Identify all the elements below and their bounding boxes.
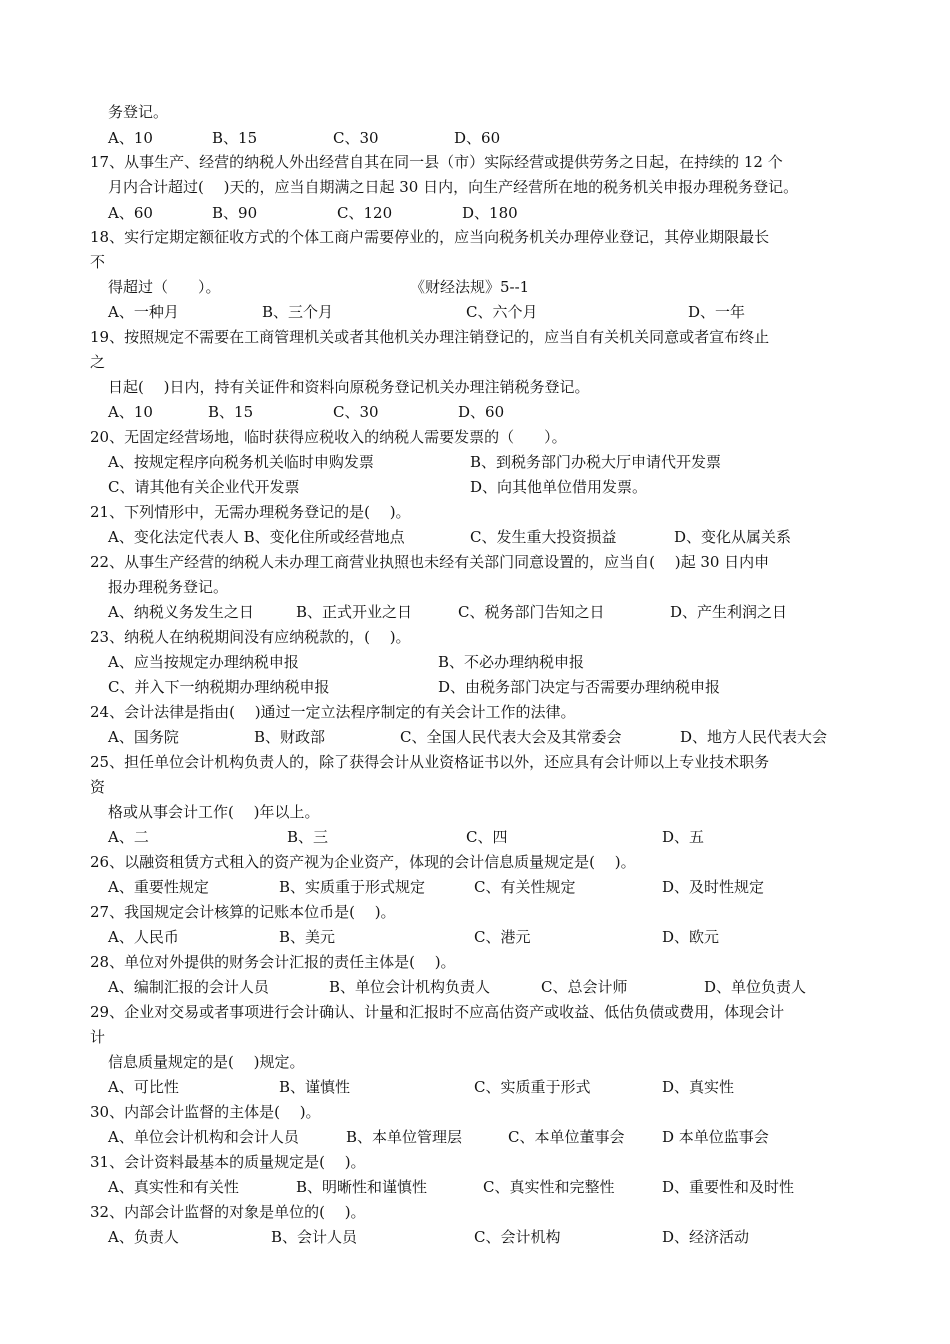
q17-option-d: D、180: [462, 204, 518, 222]
q29-option-c: C、实质重于形式: [474, 1078, 591, 1096]
question-31-text: 31、会计资料最基本的质量规定是( )。: [90, 1153, 366, 1171]
q22-option-b: B、正式开业之日: [296, 603, 413, 621]
q32-option-b: B、会计人员: [271, 1228, 358, 1246]
q18-option-d: D、一年: [688, 303, 746, 321]
q25-option-c: C、四: [466, 828, 508, 846]
q23-option-c: C、并入下一纳税期办理纳税申报: [108, 678, 330, 696]
question-25-text-3: 格或从事会计工作( )年以上。: [108, 803, 320, 821]
q16-option-b: B、15: [212, 129, 258, 147]
q24-option-b: B、财政部: [254, 728, 326, 746]
question-27-text: 27、我国规定会计核算的记账本位币是( )。: [90, 903, 396, 921]
q22-option-c: C、税务部门告知之日: [458, 603, 605, 621]
q28-option-a: A、编制汇报的会计人员: [108, 978, 269, 996]
q17-option-b: B、90: [212, 204, 258, 222]
q28-option-c: C、总会计师: [541, 978, 628, 996]
q26-option-d: D、及时性规定: [662, 878, 765, 896]
question-29-text: 29、企业对交易或者事项进行会计确认、计量和汇报时不应高估资产或收益、低估负债或费用，体现会计: [90, 1003, 785, 1021]
q21-option-d: D、变化从属关系: [674, 528, 792, 546]
question-20-text: 20、无固定经营场地，临时获得应税收入的纳税人需要发票的（ ）。: [90, 428, 567, 446]
question-23-text: 23、纳税人在纳税期间没有应纳税款的，( )。: [90, 628, 411, 646]
q31-option-d: D、重要性和及时性: [662, 1178, 795, 1196]
q19-option-b: B、15: [208, 403, 254, 421]
q30-option-c: C、本单位董事会: [508, 1128, 625, 1146]
question-19-text-2: 之: [90, 353, 106, 371]
question-26-text: 26、以融资租赁方式租入的资产视为企业资产，体现的会计信息质量规定是( )。: [90, 853, 636, 871]
question-18-text-3: 得超过（ ）。: [108, 278, 221, 296]
q19-option-c: C、30: [333, 403, 379, 421]
q22-option-d: D、产生利润之日: [670, 603, 788, 621]
q28-option-d: D、单位负责人: [704, 978, 807, 996]
q29-option-b: B、谨慎性: [279, 1078, 351, 1096]
q24-option-a: A、国务院: [108, 728, 179, 746]
q27-option-a: A、人民币: [108, 928, 179, 946]
question-30-text: 30、内部会计监督的主体是( )。: [90, 1103, 321, 1121]
q22-option-a: A、纳税义务发生之日: [108, 603, 254, 621]
q24-option-c: C、全国人民代表大会及其常委会: [400, 728, 622, 746]
q20-option-c: C、请其他有关企业代开发票: [108, 478, 300, 496]
q16-option-d: D、60: [454, 129, 501, 147]
question-32-text: 32、内部会计监督的对象是单位的( )。: [90, 1203, 366, 1221]
q26-option-b: B、实质重于形式规定: [279, 878, 426, 896]
q31-option-a: A、真实性和有关性: [108, 1178, 239, 1196]
q27-option-d: D、欧元: [662, 928, 720, 946]
question-21-text: 21、下列情形中，无需办理税务登记的是( )。: [90, 503, 411, 521]
q26-option-c: C、有关性规定: [474, 878, 576, 896]
q29-option-d: D、真实性: [662, 1078, 735, 1096]
q19-option-d: D、60: [458, 403, 505, 421]
question-29-text-2: 计: [90, 1028, 106, 1046]
question-18-text-2: 不: [90, 253, 106, 271]
q18-option-b: B、三个月: [262, 303, 334, 321]
question-17-text-2: 月内合计超过( )天的，应当自期满之日起 30 日内，向生产经营所在地的税务机关申报办理税务登记。: [108, 178, 799, 196]
question-19-text: 19、按照规定不需要在工商管理机关或者其他机关办理注销登记的，应当自有关机关同意或者宣布终止: [90, 328, 770, 346]
q25-option-d: D、五: [662, 828, 705, 846]
q32-option-a: A、负责人: [108, 1228, 179, 1246]
q16-option-c: C、30: [333, 129, 379, 147]
q23-option-d: D、由税务部门决定与否需要办理纳税申报: [438, 678, 721, 696]
q32-option-c: C、会计机构: [474, 1228, 561, 1246]
source-note: 《财经法规》5--1: [410, 278, 530, 296]
q21-option-c: C、发生重大投资损益: [470, 528, 617, 546]
q25-option-a: A、二: [108, 828, 149, 846]
question-19-text-3: 日起( )日内，持有关证件和资料向原税务登记机关办理注销税务登记。: [108, 378, 590, 396]
question-24-text: 24、会计法律是指由( )通过一定立法程序制定的有关会计工作的法律。: [90, 703, 576, 721]
q20-option-d: D、向其他单位借用发票。: [470, 478, 648, 496]
q30-option-d: D 本单位监事会: [662, 1128, 769, 1146]
question-25-text: 25、担任单位会计机构负责人的，除了获得会计从业资格证书以外，还应具有会计师以上专业技术职务: [90, 753, 770, 771]
q26-option-a: A、重要性规定: [108, 878, 209, 896]
q28-option-b: B、单位会计机构负责人: [329, 978, 491, 996]
question-22-text-2: 报办理税务登记。: [108, 578, 229, 596]
q27-option-b: B、美元: [279, 928, 336, 946]
q27-option-c: C、港元: [474, 928, 531, 946]
q20-option-b: B、到税务部门办税大厅申请代开发票: [470, 453, 722, 471]
question-28-text: 28、单位对外提供的财务会计汇报的责任主体是( )。: [90, 953, 456, 971]
question-16-continuation: 务登记。: [108, 103, 169, 121]
q32-option-d: D、经济活动: [662, 1228, 750, 1246]
q24-option-d: D、地方人民代表大会: [680, 728, 828, 746]
q29-option-a: A、可比性: [108, 1078, 179, 1096]
question-18-text: 18、实行定期定额征收方式的个体工商户需要停业的，应当向税务机关办理停业登记，其停业期限最长: [90, 228, 770, 246]
q16-option-a: A、10: [108, 129, 153, 147]
question-22-text: 22、从事生产经营的纳税人未办理工商营业执照也未经有关部门同意设置的，应当自( )起 30 日内申: [90, 553, 770, 571]
q18-option-c: C、六个月: [466, 303, 538, 321]
question-17-text: 17、从事生产、经营的纳税人外出经营自其在同一县（市）实际经营或提供劳务之日起，在持续的 12 个: [90, 153, 783, 171]
question-25-text-2: 资: [90, 778, 106, 796]
q30-option-a: A、单位会计机构和会计人员: [108, 1128, 299, 1146]
question-29-text-3: 信息质量规定的是( )规定。: [108, 1053, 305, 1071]
q25-option-b: B、三: [287, 828, 329, 846]
q21-option-ab: A、变化法定代表人 B、变化住所或经营地点: [108, 528, 405, 546]
q31-option-b: B、明晰性和谨慎性: [296, 1178, 428, 1196]
q30-option-b: B、本单位管理层: [346, 1128, 463, 1146]
q23-option-a: A、应当按规定办理纳税申报: [108, 653, 299, 671]
q19-option-a: A、10: [108, 403, 153, 421]
q20-option-a: A、按规定程序向税务机关临时申购发票: [108, 453, 374, 471]
q23-option-b: B、不必办理纳税申报: [438, 653, 585, 671]
q18-option-a: A、一种月: [108, 303, 179, 321]
q31-option-c: C、真实性和完整性: [483, 1178, 615, 1196]
q17-option-a: A、60: [108, 204, 153, 222]
q17-option-c: C、120: [337, 204, 393, 222]
